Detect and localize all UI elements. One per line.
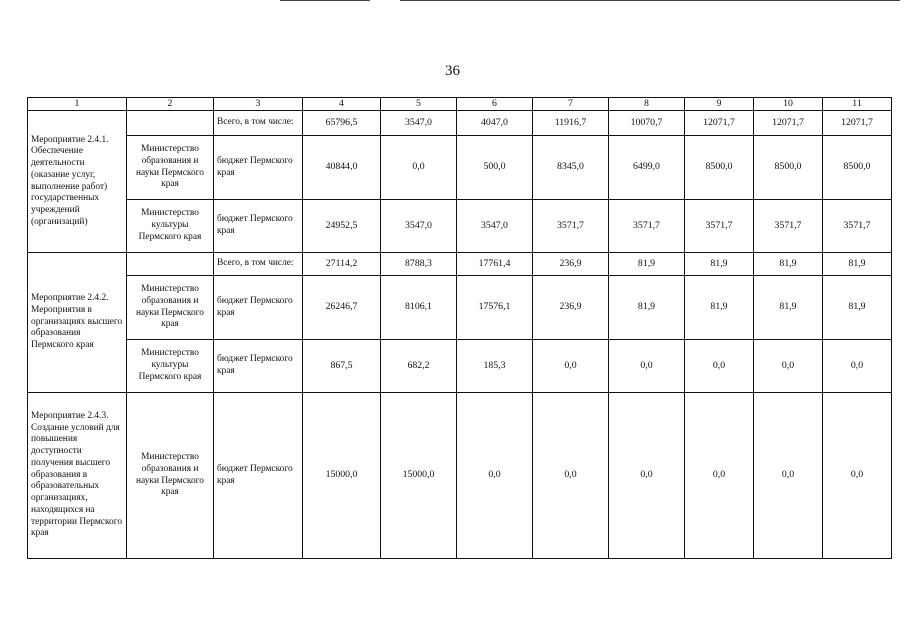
total-label: Всего, в том числе: — [214, 111, 303, 136]
value-cell: 81,9 — [609, 276, 685, 340]
value-cell: 26246,7 — [303, 276, 381, 340]
value-cell: 17576,1 — [457, 276, 533, 340]
source-cell: бюджет Пермского края — [214, 136, 303, 200]
value-cell: 12071,7 — [823, 111, 892, 136]
value-cell: 81,9 — [823, 253, 892, 276]
value-cell: 0,0 — [823, 393, 892, 559]
source-cell: бюджет Пермского края — [214, 276, 303, 340]
executor-cell: Министерство образования и науки Пермского края — [127, 276, 214, 340]
event-name: Мероприятие 2.4.1. Обеспечение деятельности (оказание услуг, выполнение работ) государственных учреждений (организаций) — [28, 111, 127, 253]
header-cell: 4 — [303, 98, 381, 111]
top-rule-right — [400, 0, 900, 1]
total-label: Всего, в том числе: — [214, 253, 303, 276]
header-cell: 10 — [754, 98, 823, 111]
value-cell: 4047,0 — [457, 111, 533, 136]
value-cell: 81,9 — [754, 253, 823, 276]
event-name: Мероприятие 2.4.3. Создание условий для повышения доступности получения высшего образования в образовательных организациях, находящихся на территории Пермского края — [28, 393, 127, 559]
value-cell: 0,0 — [457, 393, 533, 559]
header-cell: 5 — [381, 98, 457, 111]
value-cell: 3547,0 — [457, 200, 533, 253]
value-cell: 24952,5 — [303, 200, 381, 253]
value-cell: 0,0 — [823, 340, 892, 393]
executor-cell-empty — [127, 253, 214, 276]
table-row — [28, 340, 892, 393]
value-cell: 27114,2 — [303, 253, 381, 276]
table-row-total — [28, 111, 892, 136]
header-cell: 11 — [823, 98, 892, 111]
value-cell: 81,9 — [609, 253, 685, 276]
value-cell: 236,9 — [533, 276, 609, 340]
header-cell: 6 — [457, 98, 533, 111]
value-cell: 65796,5 — [303, 111, 381, 136]
budget-table — [27, 97, 892, 559]
value-cell: 81,9 — [685, 253, 754, 276]
source-cell: бюджет Пермского края — [214, 393, 303, 559]
value-cell: 8788,3 — [381, 253, 457, 276]
header-cell: 3 — [214, 98, 303, 111]
table-row — [28, 200, 892, 253]
value-cell: 3571,7 — [823, 200, 892, 253]
value-cell: 0,0 — [533, 393, 609, 559]
value-cell: 8345,0 — [533, 136, 609, 200]
header-cell: 7 — [533, 98, 609, 111]
value-cell: 8500,0 — [754, 136, 823, 200]
table-row — [28, 393, 892, 559]
header-cell: 8 — [609, 98, 685, 111]
value-cell: 10070,7 — [609, 111, 685, 136]
executor-cell: Министерство образования и науки Пермского края — [127, 393, 214, 559]
event-name: Мероприятие 2.4.2. Мероприятия в организациях высшего образования Пермского края — [28, 253, 127, 393]
value-cell: 0,0 — [609, 340, 685, 393]
source-cell: бюджет Пермского края — [214, 340, 303, 393]
value-cell: 3547,0 — [381, 200, 457, 253]
page-number: 36 — [445, 63, 460, 79]
value-cell: 81,9 — [754, 276, 823, 340]
value-cell: 0,0 — [533, 340, 609, 393]
value-cell: 0,0 — [685, 393, 754, 559]
header-cell: 1 — [28, 98, 127, 111]
value-cell: 8500,0 — [685, 136, 754, 200]
value-cell: 15000,0 — [303, 393, 381, 559]
value-cell: 0,0 — [609, 393, 685, 559]
value-cell: 185,3 — [457, 340, 533, 393]
value-cell: 867,5 — [303, 340, 381, 393]
value-cell: 81,9 — [685, 276, 754, 340]
table-row — [28, 136, 892, 200]
value-cell: 81,9 — [823, 276, 892, 340]
value-cell: 3547,0 — [381, 111, 457, 136]
value-cell: 11916,7 — [533, 111, 609, 136]
value-cell: 8106,1 — [381, 276, 457, 340]
header-row — [28, 98, 892, 111]
value-cell: 12071,7 — [685, 111, 754, 136]
top-rule-left — [280, 0, 370, 1]
executor-cell: Министерство культуры Пермского края — [127, 340, 214, 393]
header-cell: 2 — [127, 98, 214, 111]
executor-cell: Министерство образования и науки Пермского края — [127, 136, 214, 200]
value-cell: 15000,0 — [381, 393, 457, 559]
source-cell: бюджет Пермского края — [214, 200, 303, 253]
value-cell: 500,0 — [457, 136, 533, 200]
table-row-total — [28, 253, 892, 276]
value-cell: 0,0 — [754, 340, 823, 393]
value-cell: 3571,7 — [533, 200, 609, 253]
value-cell: 12071,7 — [754, 111, 823, 136]
value-cell: 0,0 — [685, 340, 754, 393]
table-row — [28, 276, 892, 340]
value-cell: 8500,0 — [823, 136, 892, 200]
executor-cell: Министерство культуры Пермского края — [127, 200, 214, 253]
header-cell: 9 — [685, 98, 754, 111]
value-cell: 3571,7 — [609, 200, 685, 253]
value-cell: 0,0 — [754, 393, 823, 559]
value-cell: 0,0 — [381, 136, 457, 200]
value-cell: 3571,7 — [685, 200, 754, 253]
value-cell: 40844,0 — [303, 136, 381, 200]
value-cell: 3571,7 — [754, 200, 823, 253]
value-cell: 17761,4 — [457, 253, 533, 276]
executor-cell-empty — [127, 111, 214, 136]
value-cell: 682,2 — [381, 340, 457, 393]
value-cell: 236,9 — [533, 253, 609, 276]
value-cell: 6499,0 — [609, 136, 685, 200]
